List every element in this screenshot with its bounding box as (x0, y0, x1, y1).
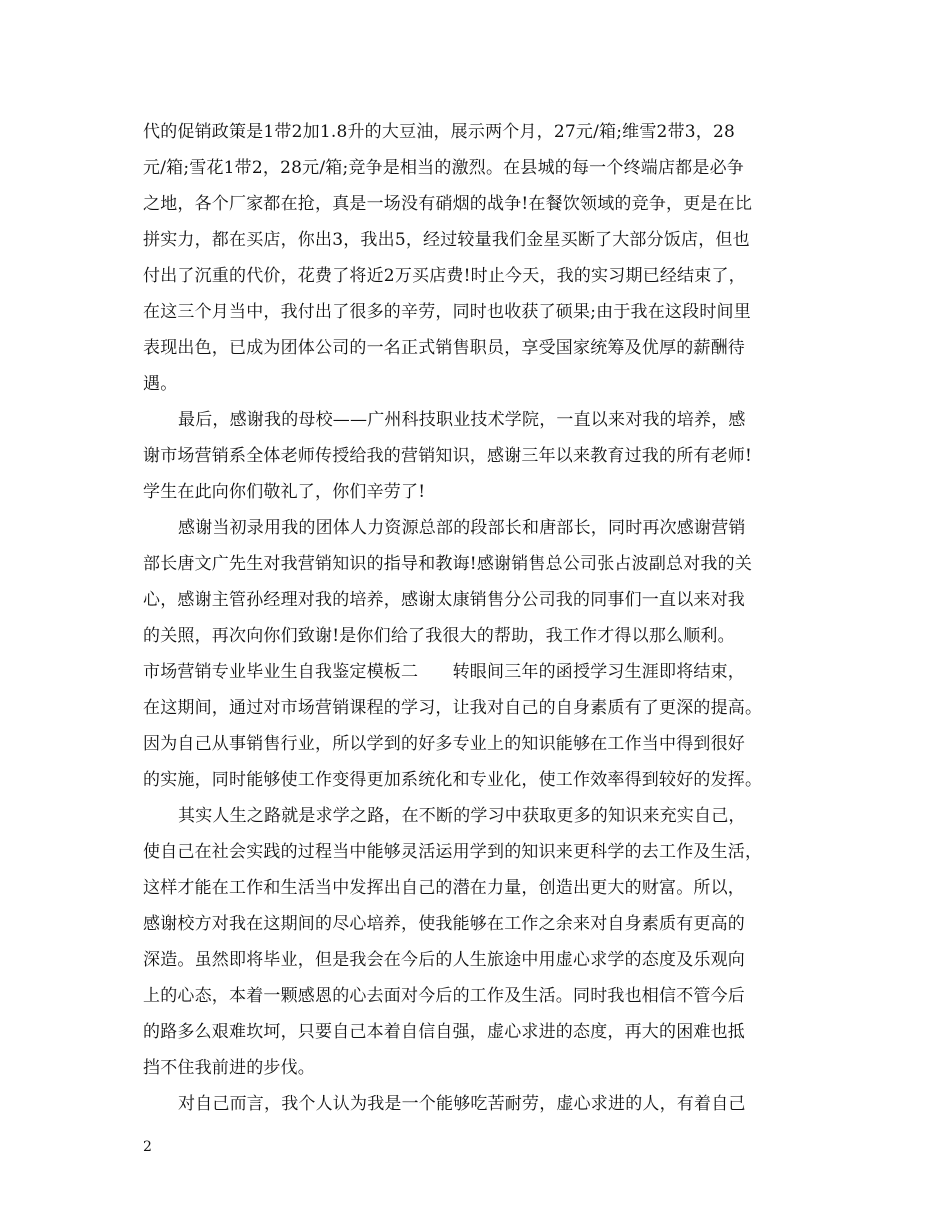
text-line: 谢市场营销系全体老师传授给我的营销知识，感谢三年以来教育过我的所有老师! (143, 446, 753, 466)
text-line: 之地，各个厂家都在抢，真是一场没有硝烟的战争!在餐饮领域的竞争，更是在比 (143, 194, 753, 214)
page-number: 2 (143, 1139, 152, 1155)
text-line: 深造。虽然即将毕业，但是我会在今后的人生旅途中用虚心求学的态度及乐观向 (143, 950, 745, 970)
text-line: 上的心态，本着一颗感恩的心去面对今后的工作及生活。同时我也相信不管今后 (143, 986, 745, 1006)
text-line: 因为自己从事销售行业，所以学到的好多专业上的知识能够在工作当中得到很好 (143, 734, 745, 754)
text-line: 这样才能在工作和生活当中发挥出自己的潜在力量，创造出更大的财富。所以， (143, 878, 745, 898)
text-line: 感谢当初录用我的团体人力资源总部的段部长和唐部长，同时再次感谢营销 (178, 518, 746, 538)
text-line: 市场营销专业毕业生自我鉴定模板二 转眼间三年的函授学习生涯即将结束， (143, 662, 745, 682)
text-line: 的路多么艰难坎坷，只要自己本着自信自强，虚心求进的态度，再大的困难也抵 (143, 1022, 745, 1042)
text-line: 付出了沉重的代价，花费了将近2万买店费!时止今天，我的实习期已经结束了， (143, 266, 746, 286)
text-line: 的实施，同时能够使工作变得更加系统化和专业化，使工作效率得到较好的发挥。 (143, 770, 763, 790)
text-line: 在这期间，通过对市场营销课程的学习，让我对自己的自身素质有了更深的提高。 (143, 698, 763, 718)
text-line: 其实人生之路就是求学之路，在不断的学习中获取更多的知识来充实自己， (178, 806, 746, 826)
text-line: 在这三个月当中，我付出了很多的辛劳，同时也收获了硕果;由于我在这段时间里 (143, 302, 751, 322)
text-line: 对自己而言，我个人认为我是一个能够吃苦耐劳，虚心求进的人，有着自己 (178, 1094, 746, 1114)
text-line: 遇。 (143, 374, 178, 394)
text-line: 元/箱;雪花1带2，28元/箱;竞争是相当的激烈。在县城的每一个终端店都是必争 (143, 158, 744, 178)
text-line: 表现出色，已成为团体公司的一名正式销售职员，享受国家统筹及优厚的薪酬待 (143, 338, 745, 358)
text-line: 部长唐文广先生对我营销知识的指导和教诲!感谢销售总公司张占波副总对我的关 (143, 554, 753, 574)
text-line: 挡不住我前进的步伐。 (143, 1058, 315, 1078)
text-line: 使自己在社会实践的过程当中能够灵活运用学到的知识来更科学的去工作及生活， (143, 842, 763, 862)
text-line: 感谢校方对我在这期间的尽心培养，使我能够在工作之余来对自身素质有更高的 (143, 914, 745, 934)
text-line: 代的促销政策是1带2加1.8升的大豆油，展示两个月，27元/箱;维雪2带3，28 (143, 122, 736, 142)
text-line: 心，感谢主管孙经理对我的培养，感谢太康销售分公司我的同事们一直以来对我 (143, 590, 745, 610)
text-line: 的关照，再次向你们致谢!是你们给了我很大的帮助，我工作才得以那么顺利。 (143, 626, 735, 646)
text-line: 拼实力，都在买店，你出3，我出5，经过较量我们金星买断了大部分饭店，但也 (143, 230, 750, 250)
document-body (143, 114, 823, 1122)
text-line: 最后，感谢我的母校——广州科技职业技术学院，一直以来对我的培养，感 (178, 410, 746, 430)
text-line: 学生在此向你们敬礼了，你们辛劳了! (143, 482, 426, 502)
